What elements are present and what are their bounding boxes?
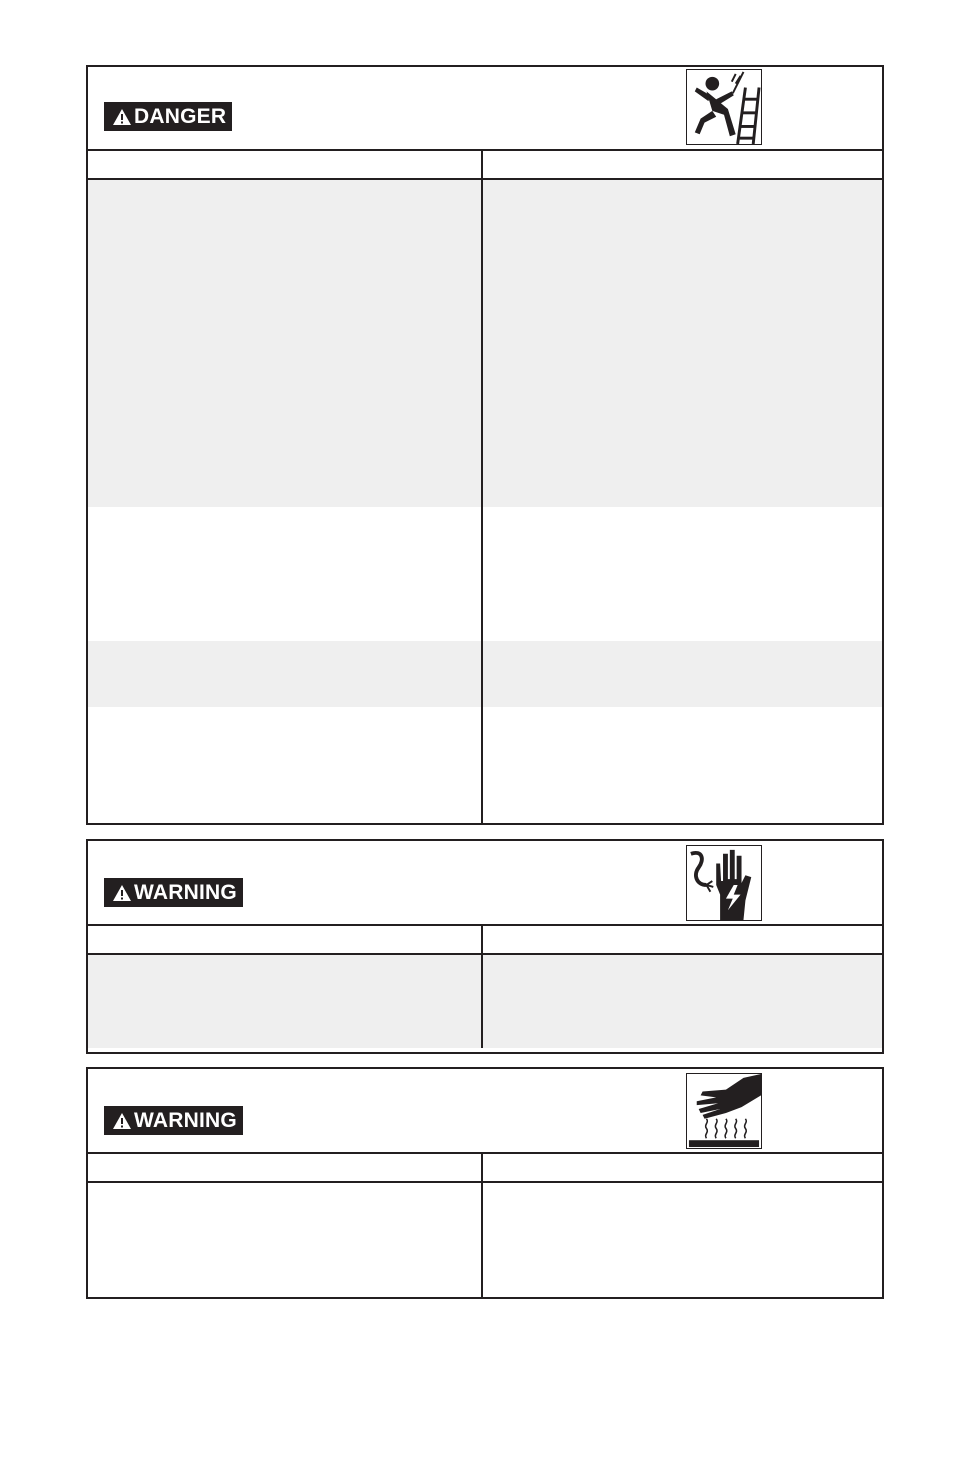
table-row	[88, 707, 882, 823]
column-divider	[481, 707, 483, 823]
hot-surface-hand-icon	[686, 1073, 762, 1149]
warning-panel-hot-surface	[86, 1067, 884, 1299]
table-row	[88, 955, 882, 1048]
column-header-row	[88, 151, 882, 180]
column-divider	[481, 151, 483, 178]
danger-panel	[86, 65, 884, 825]
table-row	[88, 641, 882, 707]
panel-header	[88, 67, 882, 151]
warning-triangle-icon	[112, 108, 132, 126]
warning-signal-label	[104, 1106, 243, 1135]
column-divider	[481, 955, 483, 1048]
panel-header	[88, 1069, 882, 1154]
column-divider	[481, 1154, 483, 1181]
signal-word: WARNING	[134, 1109, 237, 1132]
fall-from-ladder-icon	[686, 69, 762, 145]
column-divider	[481, 641, 483, 707]
table-row	[88, 507, 882, 641]
warning-triangle-icon	[112, 884, 132, 902]
column-divider	[481, 1183, 483, 1297]
table-row	[88, 180, 882, 507]
warning-triangle-icon	[112, 1112, 132, 1130]
column-header-row	[88, 1154, 882, 1183]
warning-signal-label	[104, 878, 243, 907]
panel-header	[88, 841, 882, 926]
warning-panel-electric	[86, 839, 884, 1054]
signal-word: DANGER	[134, 105, 227, 128]
column-header-row	[88, 926, 882, 955]
column-divider	[481, 180, 483, 507]
danger-signal-label	[104, 102, 232, 131]
signal-word: WARNING	[134, 881, 237, 904]
electric-shock-hand-icon	[686, 845, 762, 921]
column-divider	[481, 507, 483, 641]
column-divider	[481, 926, 483, 953]
table-row	[88, 1183, 882, 1297]
